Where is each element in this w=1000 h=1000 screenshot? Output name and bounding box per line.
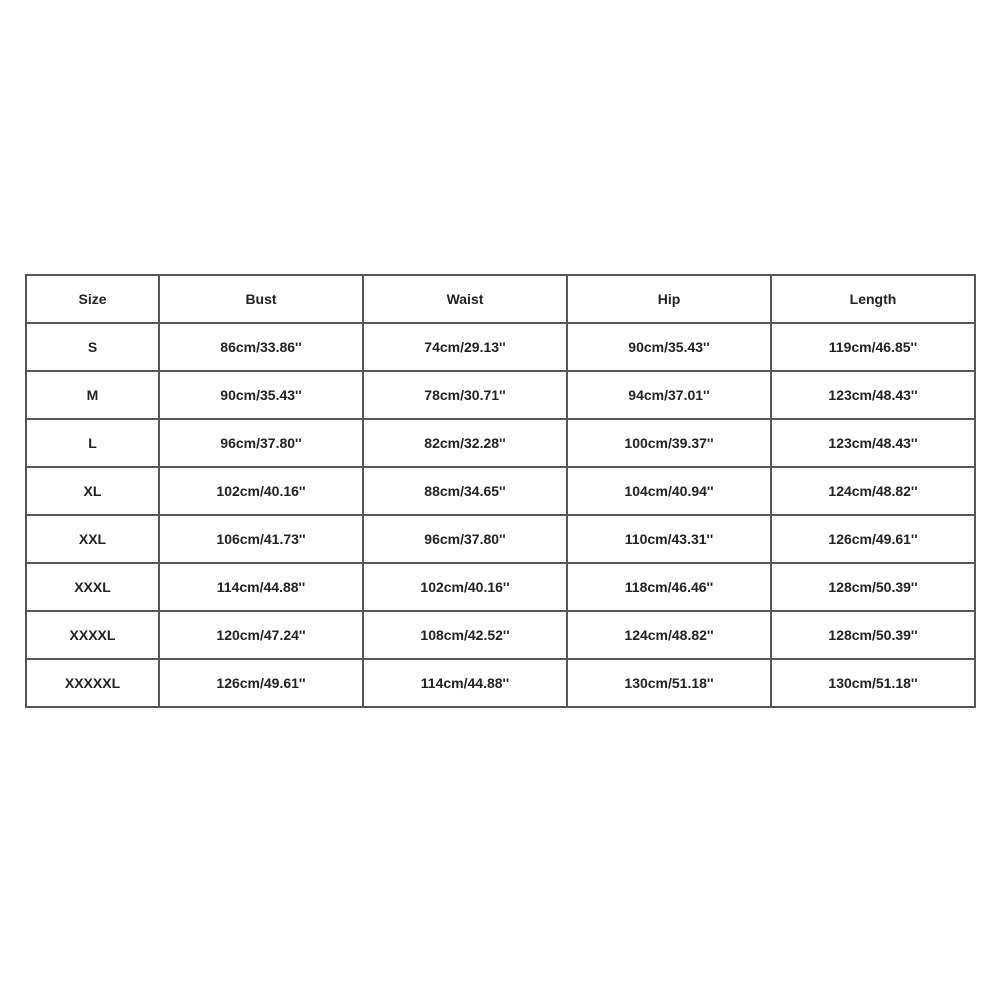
size-cell: M [26,371,159,419]
size-cell: XXXXL [26,611,159,659]
table-row [26,419,975,467]
length-cell: 119cm/46.85'' [771,323,975,371]
size-cell: XXXXXL [26,659,159,707]
hip-cell: 130cm/51.18'' [567,659,771,707]
bust-cell: 120cm/47.24'' [159,611,363,659]
size-cell: XL [26,467,159,515]
header-bust: Bust [159,275,363,323]
length-cell: 128cm/50.39'' [771,611,975,659]
length-cell: 130cm/51.18'' [771,659,975,707]
hip-cell: 118cm/46.46'' [567,563,771,611]
waist-cell: 102cm/40.16'' [363,563,567,611]
waist-cell: 108cm/42.52'' [363,611,567,659]
waist-cell: 88cm/34.65'' [363,467,567,515]
size-cell: S [26,323,159,371]
waist-cell: 74cm/29.13'' [363,323,567,371]
bust-cell: 96cm/37.80'' [159,419,363,467]
table-header-row [26,275,975,323]
table-row [26,563,975,611]
waist-cell: 82cm/32.28'' [363,419,567,467]
size-cell: XXL [26,515,159,563]
length-cell: 126cm/49.61'' [771,515,975,563]
header-size: Size [26,275,159,323]
size-cell: L [26,419,159,467]
length-cell: 123cm/48.43'' [771,371,975,419]
bust-cell: 86cm/33.86'' [159,323,363,371]
table-row [26,371,975,419]
table-row [26,467,975,515]
header-length: Length [771,275,975,323]
bust-cell: 106cm/41.73'' [159,515,363,563]
size-chart-table [25,274,976,708]
hip-cell: 94cm/37.01'' [567,371,771,419]
length-cell: 123cm/48.43'' [771,419,975,467]
table-row [26,659,975,707]
hip-cell: 124cm/48.82'' [567,611,771,659]
waist-cell: 96cm/37.80'' [363,515,567,563]
length-cell: 124cm/48.82'' [771,467,975,515]
hip-cell: 90cm/35.43'' [567,323,771,371]
length-cell: 128cm/50.39'' [771,563,975,611]
bust-cell: 102cm/40.16'' [159,467,363,515]
bust-cell: 114cm/44.88'' [159,563,363,611]
table-row [26,611,975,659]
hip-cell: 104cm/40.94'' [567,467,771,515]
table-row [26,323,975,371]
bust-cell: 90cm/35.43'' [159,371,363,419]
bust-cell: 126cm/49.61'' [159,659,363,707]
header-hip: Hip [567,275,771,323]
waist-cell: 114cm/44.88'' [363,659,567,707]
waist-cell: 78cm/30.71'' [363,371,567,419]
hip-cell: 100cm/39.37'' [567,419,771,467]
table-row [26,515,975,563]
hip-cell: 110cm/43.31'' [567,515,771,563]
size-cell: XXXL [26,563,159,611]
header-waist: Waist [363,275,567,323]
